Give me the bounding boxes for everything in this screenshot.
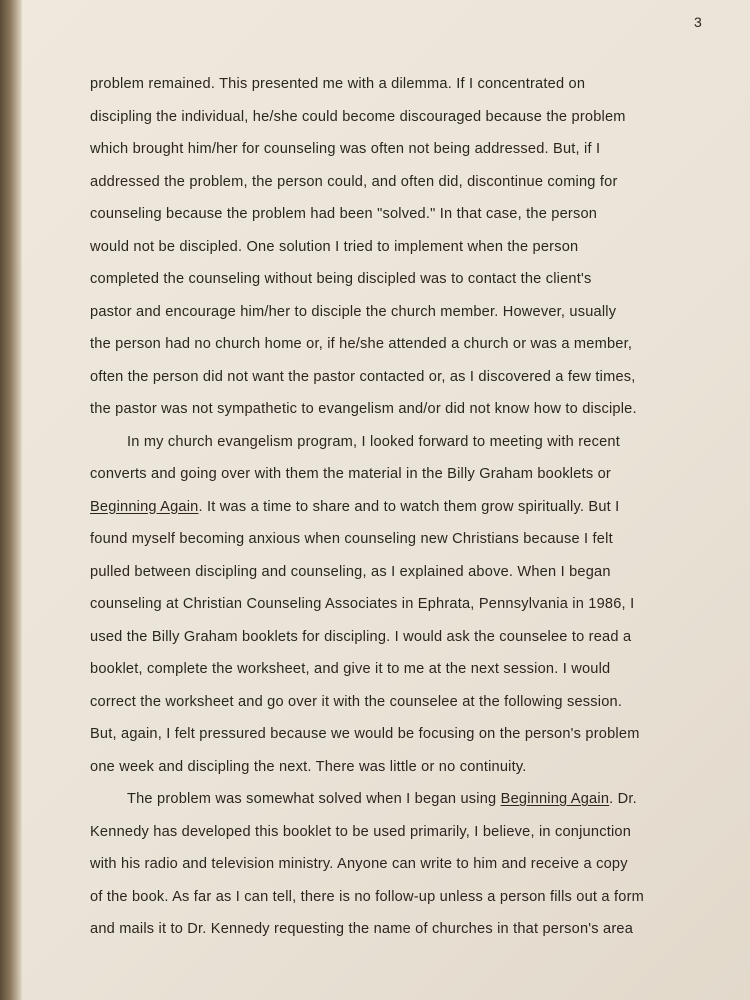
page-number: 3 xyxy=(694,14,702,30)
text-line: one week and discipling the next. There was little or no continuity. xyxy=(90,758,527,775)
text-line: used the Billy Graham booklets for discipling. I would ask the counselee to read a xyxy=(90,628,632,645)
text-line: found myself becoming anxious when counseling new Christians because I felt xyxy=(90,531,613,547)
text-line: discipling the individual, he/she could become discouraged because the problem xyxy=(90,108,626,125)
text-line: counseling because the problem had been "solved." In that case, the person xyxy=(90,206,598,222)
text-line: with his radio and television ministry. Anyone can write to him and receive a copy xyxy=(90,856,628,872)
text-line: and mails it to Dr. Kennedy requesting the name of churches in that person's area xyxy=(90,921,634,937)
text-line: the person had no church home or, if he/she attended a church or was a member, xyxy=(90,336,633,352)
text-line: booklet, complete the worksheet, and give it to me at the next session. I would xyxy=(90,661,611,677)
paragraph-start-line: In my church evangelism program, I looked forward to meeting with recent xyxy=(127,433,620,450)
text-line: pastor and encourage him/her to disciple the church member. However, usually xyxy=(90,303,617,320)
book-title: Beginning Again xyxy=(500,791,610,807)
line-text: . Dr. xyxy=(609,791,637,807)
body-text xyxy=(90,68,730,946)
text-line: counseling at Christian Counseling Associates in Ephrata, Pennsylvania in 1986, I xyxy=(90,596,635,612)
text-line: the pastor was not sympathetic to evangelism and/or did not know how to disciple. xyxy=(90,401,637,417)
text-line: pulled between discipling and counseling, as I explained above. When I began xyxy=(90,563,611,580)
text-line: of the book. As far as I can tell, there is no follow-up unless a person fills out a form xyxy=(90,888,644,905)
text-line: completed the counseling without being discipled was to contact the client's xyxy=(90,271,592,287)
text-line: converts and going over with them the material in the Billy Graham booklets or xyxy=(90,466,611,482)
book-title: Beginning Again xyxy=(90,498,199,515)
text-line: addressed the problem, the person could, and often did, discontinue coming for xyxy=(90,173,618,190)
line-text: The problem was somewhat solved when I began using xyxy=(127,791,501,807)
text-line: would not be discipled. One solution I tried to implement when the person xyxy=(90,238,579,255)
paragraph-start-line xyxy=(90,783,730,816)
text-line: But, again, I felt pressured because we would be focusing on the person's problem xyxy=(90,726,640,742)
line-text: . It was a time to share and to watch them grow spiritually. But I xyxy=(198,498,620,515)
text-line: which brought him/her for counseling was often not being addressed. But, if I xyxy=(90,141,601,157)
text-line: often the person did not want the pastor contacted or, as I discovered a few times, xyxy=(90,368,636,385)
text-line: problem remained. This presented me with a dilemma. If I concentrated on xyxy=(90,76,586,92)
text-line xyxy=(90,491,730,524)
text-line: Kennedy has developed this booklet to be used primarily, I believe, in conjunction xyxy=(90,823,632,840)
book-binding xyxy=(0,0,22,1000)
text-line: correct the worksheet and go over it with the counselee at the following session. xyxy=(90,693,623,710)
